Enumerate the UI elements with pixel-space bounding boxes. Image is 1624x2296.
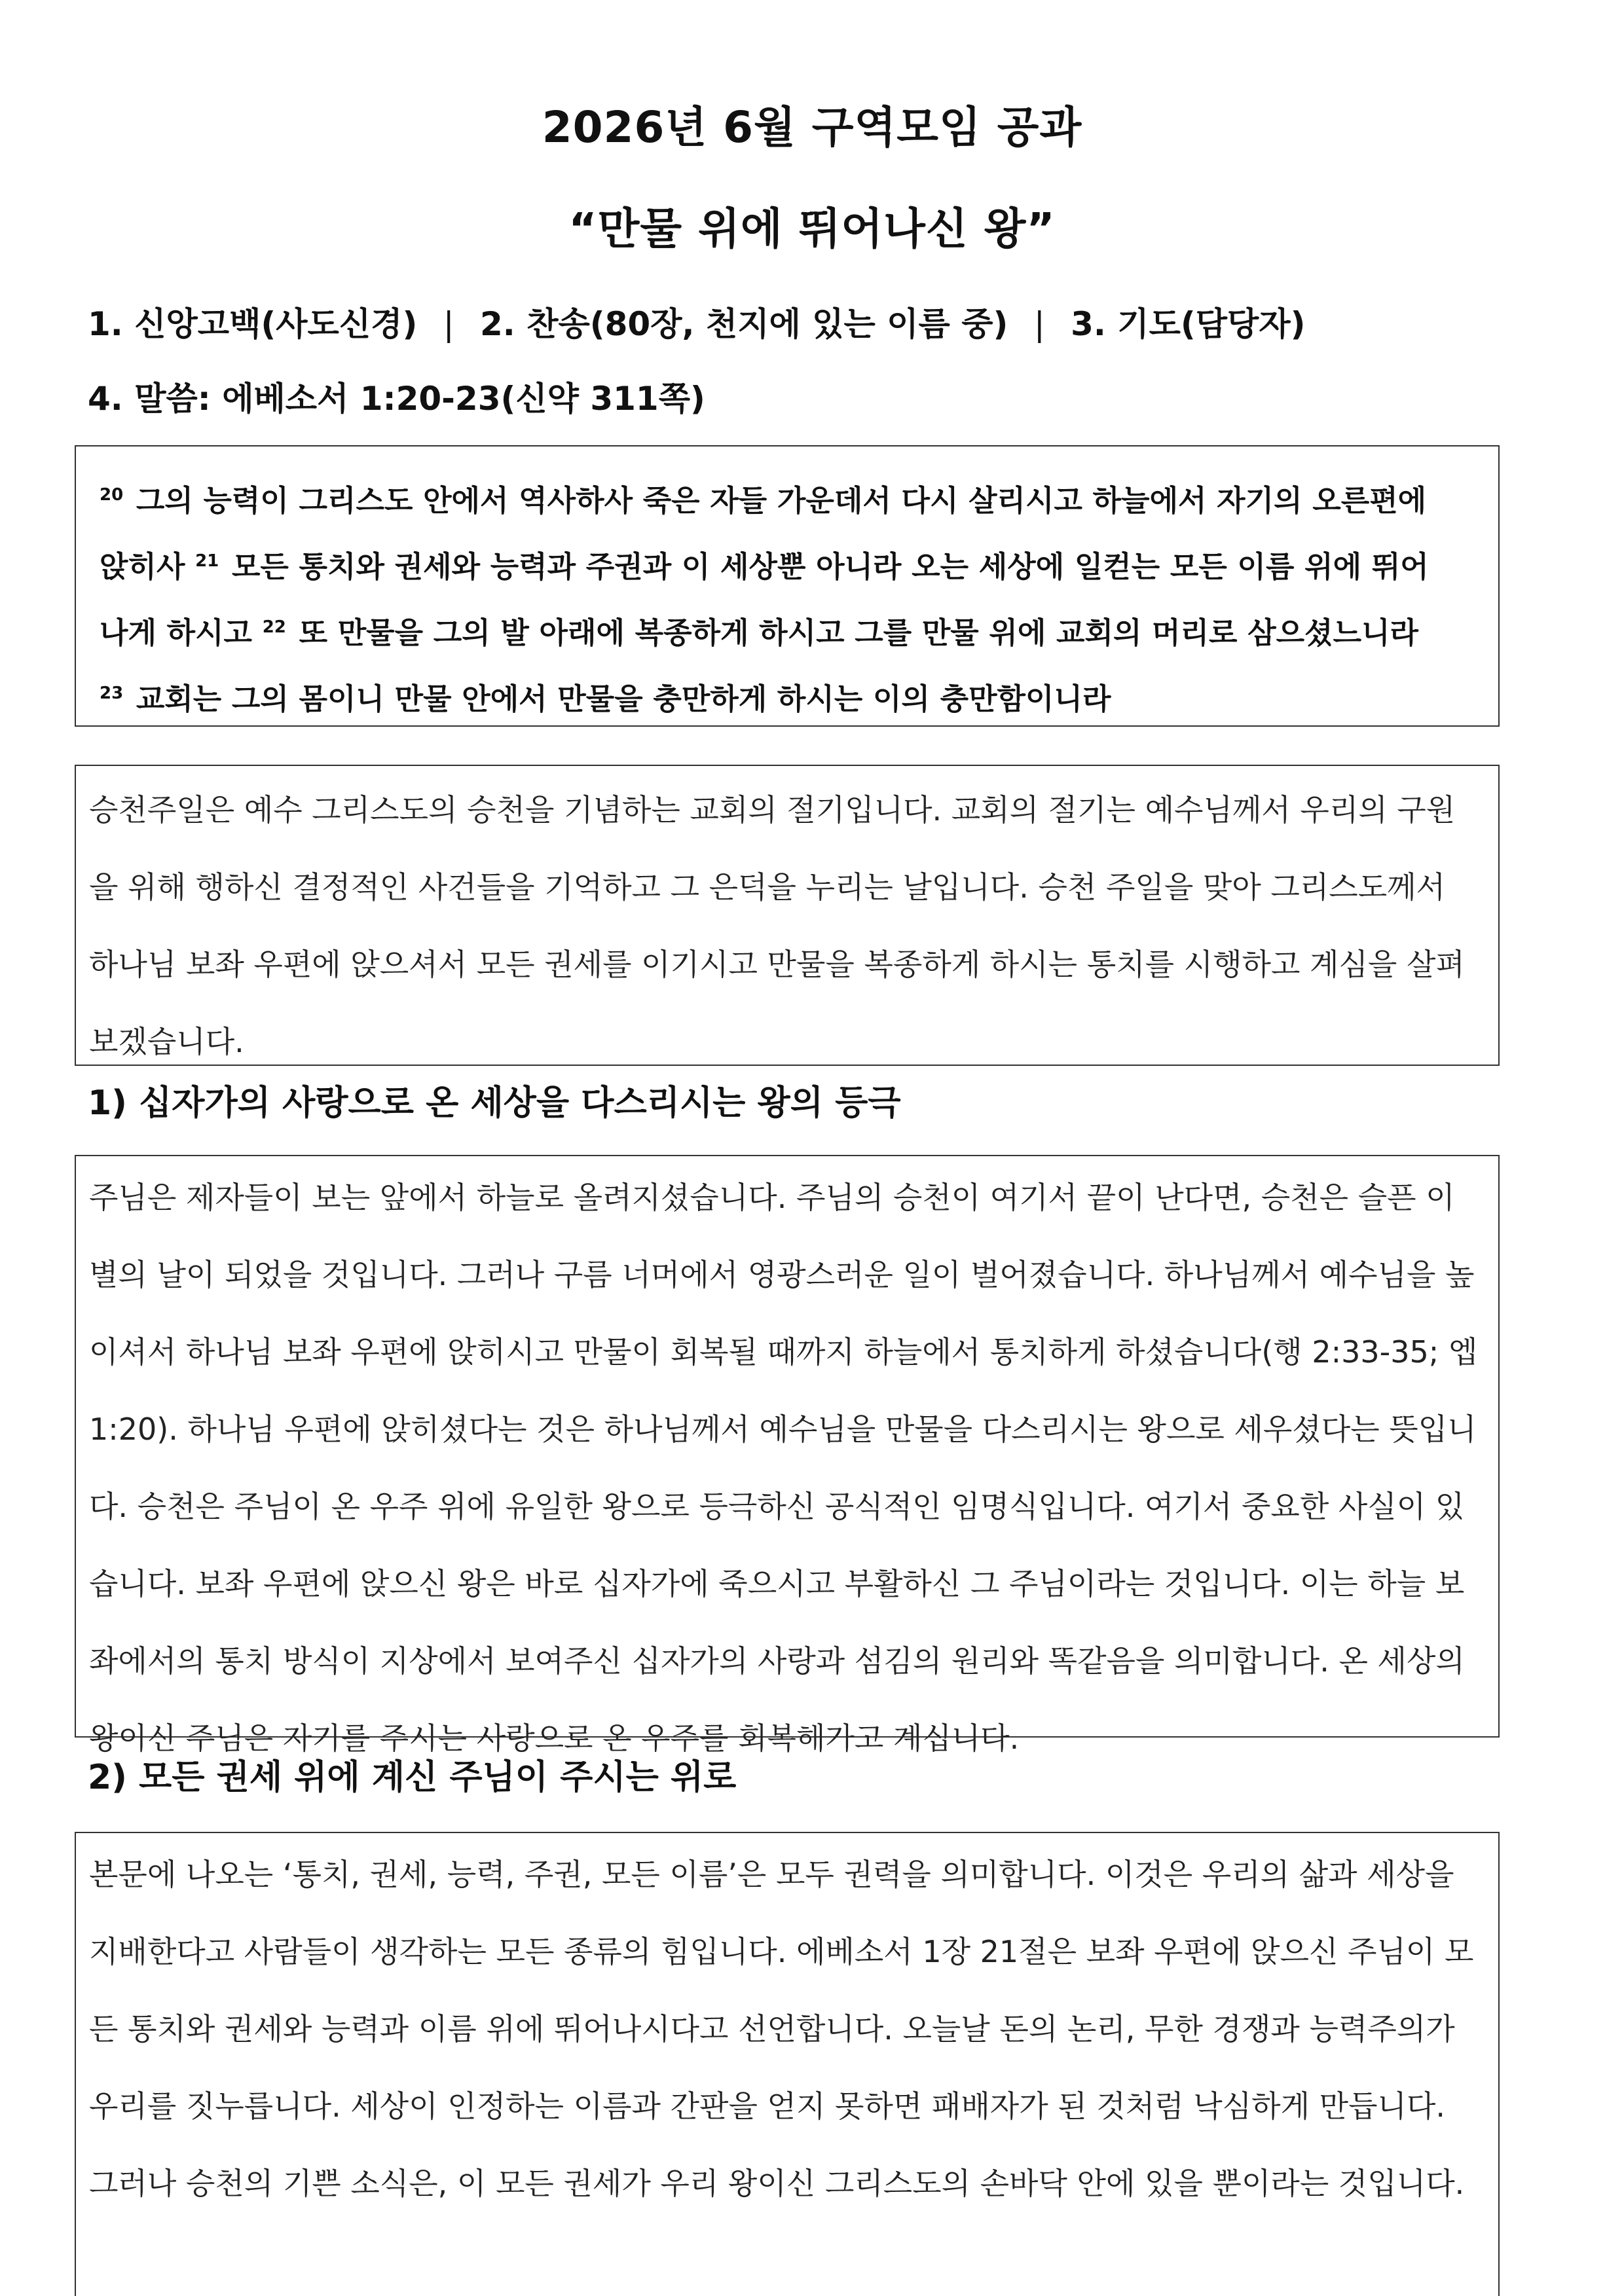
body-line: 든 통치와 권세와 능력과 이름 위에 뛰어나시다고 선언합니다. 오늘날 돈의 논리, 무한 경쟁과 능력주의가 — [89, 2011, 1455, 2047]
page-title: 2026년 6월 구역모임 공과 — [542, 102, 1082, 153]
order-item-creed: 1. 신앙고백(사도신경) — [88, 305, 418, 343]
scripture-text: 교회는 그의 몸이니 만물 안에서 만물을 충만하게 하시는 이의 충만함이니라 — [136, 682, 1111, 716]
lesson-title: “만물 위에 뛰어나신 왕” — [568, 204, 1056, 254]
body-line: 본문에 나오는 ‘통치, 권세, 능력, 주권, 모든 이름’은 모두 권력을 의미합니다. 이것은 우리의 삶과 세상을 — [89, 1857, 1454, 1892]
body-line: 우리를 짓누릅니다. 세상이 인정하는 이름과 간판을 얻지 못하면 패배자가 된 것처럼 낙심하게 만듭니다. — [89, 2088, 1446, 2124]
intro-line: 보겠습니다. — [89, 1024, 244, 1059]
section-1-box — [75, 1155, 1500, 1756]
separator: | — [1033, 305, 1045, 343]
body-line: 습니다. 보좌 우편에 앉으신 왕은 바로 십자가에 죽으시고 부활하신 그 주님이라는 것입니다. 이는 하늘 보 — [89, 1566, 1465, 1601]
verse-number: 21 — [195, 551, 219, 571]
verse-number: 20 — [100, 485, 124, 505]
scripture-line — [100, 467, 1475, 534]
scripture-line — [100, 666, 1475, 732]
section-2-box — [75, 1832, 1500, 2296]
intro-box — [75, 765, 1500, 1066]
order-item-prayer: 3. 기도(담당자) — [1071, 305, 1306, 343]
scripture-text: 나게 하시고 — [100, 615, 253, 650]
body-line: 주님은 제자들이 보는 앞에서 하늘로 올려지셨습니다. 주님의 승천이 여기서 끝이 난다면, 승천은 슬픈 이 — [89, 1180, 1455, 1215]
separator: | — [443, 305, 454, 343]
scripture-line — [100, 600, 1475, 666]
scripture-text: 또 만물을 그의 발 아래에 복종하게 하시고 그를 만물 위에 교회의 머리로 삼으셨느니라 — [299, 615, 1419, 650]
order-item-hymn: 2. 찬송(80장, 천지에 있는 이름 중) — [480, 305, 1008, 343]
body-line: 그러나 승천의 기쁜 소식은, 이 모든 권세가 우리 왕이신 그리스도의 손바닥 안에 있을 뿐이라는 것입니다. — [89, 2166, 1465, 2201]
verse-number: 22 — [262, 617, 286, 637]
scripture-text: 모든 통치와 권세와 능력과 주권과 이 세상뿐 아니라 오는 세상에 일컫는 모든 이름 위에 뛰어 — [231, 549, 1429, 584]
intro-line: 을 위해 행하신 결정적인 사건들을 기억하고 그 은덕을 누리는 날입니다. 승천 주일을 맞아 그리스도께서 — [89, 869, 1446, 905]
body-line: 이셔서 하나님 보좌 우편에 앉히시고 만물이 회복될 때까지 하늘에서 통치하게 하셨습니다(행 2:33-35; 엡 — [89, 1334, 1478, 1370]
body-line: 1:20). 하나님 우편에 앉히셨다는 것은 하나님께서 예수님을 만물을 다스리시는 왕으로 세우셨다는 뜻입니 — [89, 1412, 1477, 1447]
body-line: 다. 승천은 주님이 온 우주 위에 유일한 왕으로 등극하신 공식적인 임명식입니다. 여기서 중요한 사실이 있 — [89, 1489, 1465, 1524]
order-item-scripture: 4. 말씀: 에베소서 1:20-23(신약 311쪽) — [88, 380, 705, 418]
body-line: 왕이신 주님은 자기를 주시는 사랑으로 온 우주를 회복해가고 계십니다. — [89, 1721, 1020, 1756]
scripture-box — [75, 445, 1500, 727]
scripture-text: 앉히사 — [100, 549, 185, 584]
scripture-text: 그의 능력이 그리스도 안에서 역사하사 죽은 자들 가운데서 다시 살리시고 하늘에서 자기의 오른편에 — [136, 483, 1427, 518]
body-line: 지배한다고 사람들이 생각하는 모든 종류의 힘입니다. 에베소서 1장 21절은 보좌 우편에 앉으신 주님이 모 — [89, 1934, 1474, 1969]
intro-line: 하나님 보좌 우편에 앉으셔서 모든 권세를 이기시고 만물을 복종하게 하시는 통치를 시행하고 계심을 살펴 — [89, 947, 1465, 982]
verse-number: 23 — [100, 683, 124, 703]
section-heading-1: 1) 십자가의 사랑으로 온 세상을 다스리시는 왕의 등극 — [88, 1084, 901, 1123]
intro-line: 승천주일은 예수 그리스도의 승천을 기념하는 교회의 절기입니다. 교회의 절기는 예수님께서 우리의 구원 — [89, 792, 1456, 828]
order-of-service — [88, 301, 1561, 347]
body-line: 좌에서의 통치 방식이 지상에서 보여주신 십자가의 사랑과 섬김의 원리와 똑같음을 의미합니다. 온 세상의 — [89, 1643, 1465, 1679]
section-heading-2: 2) 모든 권세 위에 계신 주님이 주시는 위로 — [88, 1758, 737, 1797]
body-line: 별의 날이 되었을 것입니다. 그러나 구름 너머에서 영광스러운 일이 벌어졌습니다. 하나님께서 예수님을 높 — [89, 1257, 1475, 1292]
scripture-line — [100, 534, 1475, 600]
